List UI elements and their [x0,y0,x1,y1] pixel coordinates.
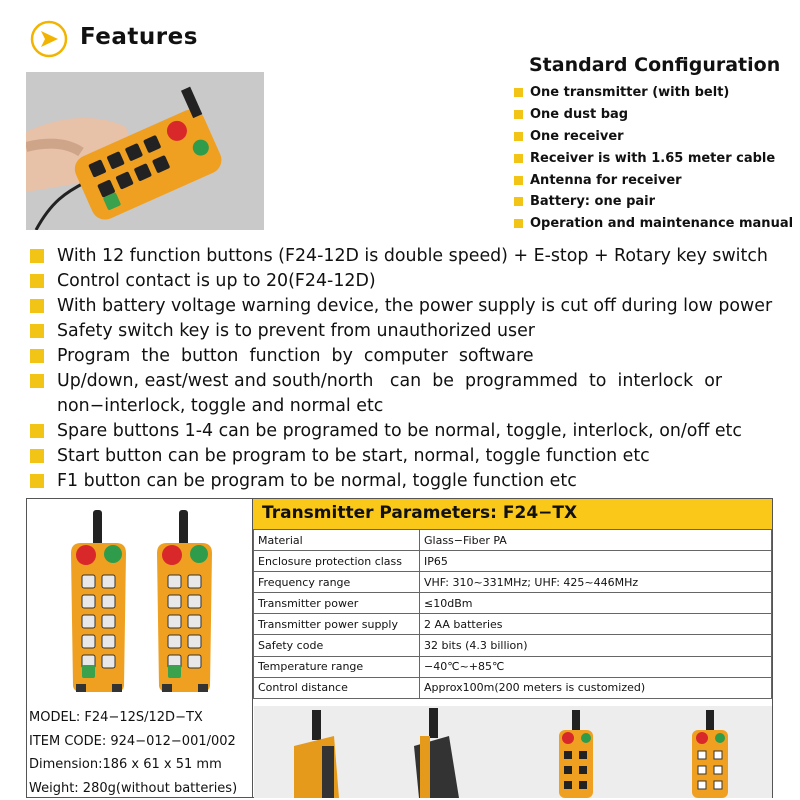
table-row [254,530,772,551]
model-text: MODEL: F24−12S/12D−TX [29,710,203,725]
bullet-square-icon [30,349,44,363]
list-item: Up/down, east/west and south/north can be programmed to interlock or [30,369,800,394]
bullet-square-icon [514,110,523,119]
param-key: Safety code [254,635,420,656]
param-key: Control distance [254,677,420,698]
list-item: Spare buttons 1-4 can be programed to be normal, toggle, interlock, on/off etc [30,419,800,444]
list-item: Receiver is with 1.65 meter cable [514,147,793,169]
param-key: Transmitter power supply [254,614,420,635]
param-value: IP65 [420,551,772,572]
list-item: Safety switch key is to prevent from unauthorized user [30,319,800,344]
list-item: With 12 function buttons (F24-12D is double speed) + E-stop + Rotary key switch [30,244,800,269]
param-key: Transmitter power [254,593,420,614]
param-value: Glass−Fiber PA [420,530,772,551]
chevron-right-icon [30,20,68,58]
param-key: Temperature range [254,656,420,677]
param-key: Material [254,530,420,551]
bullet-square-icon [30,324,44,338]
table-row [254,572,772,593]
bullet-square-icon [514,154,523,163]
weight-text: Weight: 280g(without batteries) [29,780,238,796]
param-value: VHF: 310~331MHz; UHF: 425~446MHz [420,572,772,593]
bullet-square-icon [30,249,44,263]
parameter-title: Transmitter Parameters: F24−TX [262,503,578,523]
remote-controls-image [26,498,253,706]
table-row [254,656,772,677]
product-views-image [254,706,772,798]
list-item: F1 button can be program to be normal, toggle function etc [30,469,800,494]
param-value: 32 bits (4.3 billion) [420,635,772,656]
list-item: With battery voltage warning device, the power supply is cut off during low power [30,294,800,319]
list-item: Antenna for receiver [514,169,793,191]
parameter-table [253,529,772,699]
param-key: Enclosure protection class [254,551,420,572]
bullet-square-icon [30,424,44,438]
product-in-hand-photo [26,72,264,230]
standard-configuration-title: Standard Configuration [529,54,781,76]
standard-configuration-list [514,82,793,235]
feature-list [30,244,800,494]
param-value: −40℃~+85℃ [420,656,772,677]
table-row [254,677,772,698]
table-row [254,551,772,572]
bullet-square-icon [514,132,523,141]
param-value: Approx100m(200 meters is customized) [420,677,772,698]
table-row [254,593,772,614]
list-item: Battery: one pair [514,191,793,213]
list-item: Program the button function by computer software [30,344,800,369]
param-value: ≤10dBm [420,593,772,614]
bullet-square-icon [30,474,44,488]
bullet-square-icon [30,274,44,288]
list-item: One transmitter (with belt) [514,82,793,104]
bullet-square-icon [514,176,523,185]
list-item: One dust bag [514,104,793,126]
table-row [254,614,772,635]
page-title: Features [80,24,198,50]
bullet-square-icon [30,449,44,463]
list-item: Start button can be program to be start, normal, toggle function etc [30,444,800,469]
bullet-square-icon [30,299,44,313]
bullet-square-icon [514,197,523,206]
bullet-square-icon [514,88,523,97]
list-item: One receiver [514,126,793,148]
bullet-square-icon [514,219,523,228]
dimension-text: Dimension:186 x 61 x 51 mm [29,757,222,772]
list-item: Control contact is up to 20(F24-12D) [30,269,800,294]
model-info [26,706,253,798]
bullet-square-icon [30,374,44,388]
item-code-text: ITEM CODE: 924−012−001/002 [29,733,236,749]
list-item: Operation and maintenance manual [514,213,793,235]
list-item: non−interlock, toggle and normal etc [57,396,384,416]
table-row [254,635,772,656]
param-key: Frequency range [254,572,420,593]
param-value: 2 AA batteries [420,614,772,635]
